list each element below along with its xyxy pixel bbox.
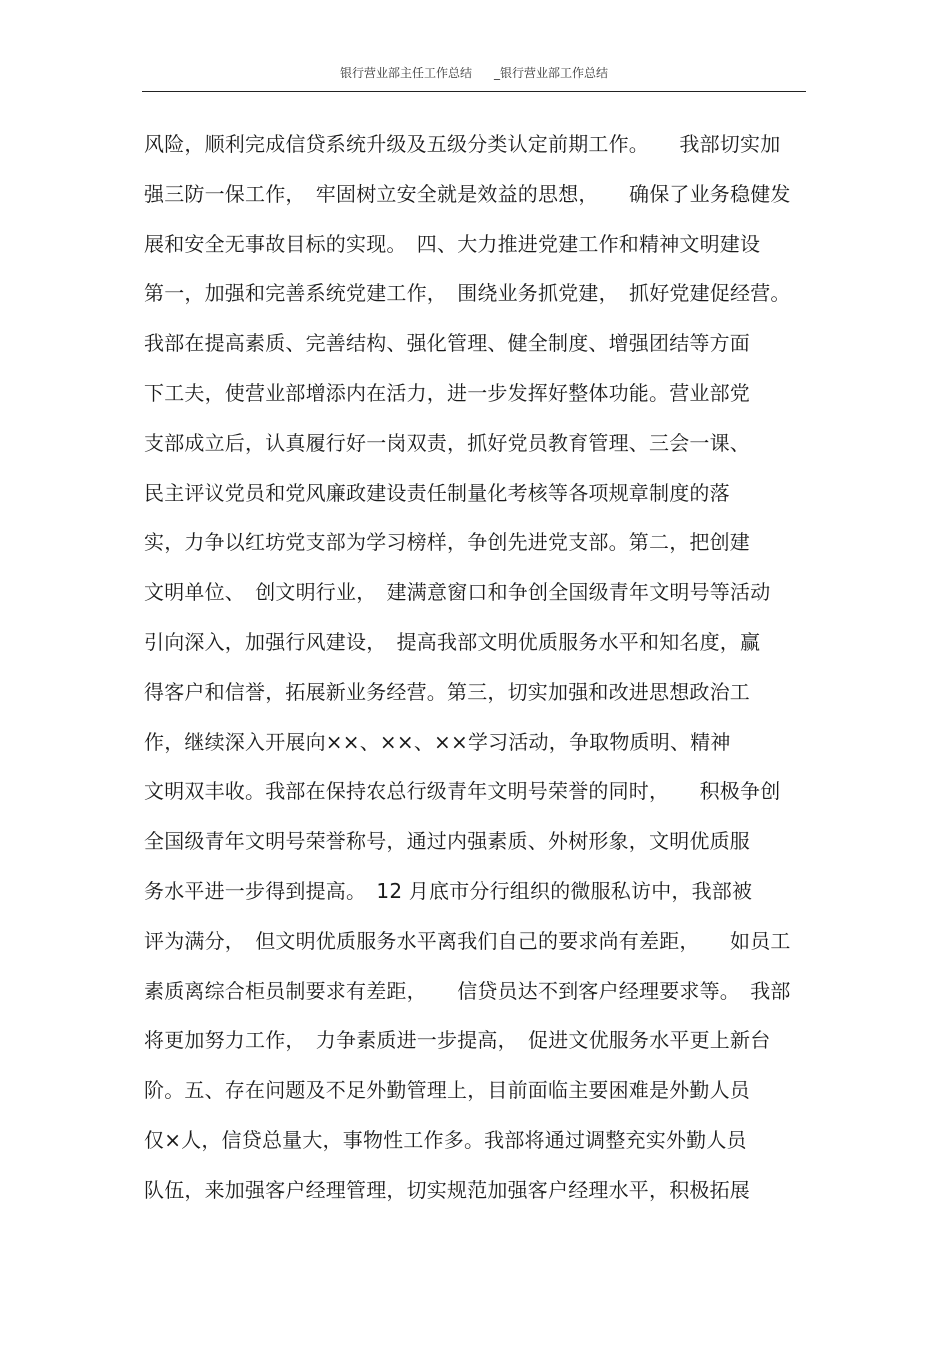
header-divider (142, 91, 806, 92)
text-line: 评为满分， 但文明优质服务水平离我们自己的要求尚有差距， 如员工 (144, 928, 791, 953)
page-header (142, 64, 806, 92)
text-line: 将更加努力工作， 力争素质进一步提高， 促进文优服务水平更上新台 (144, 1028, 771, 1053)
text-line: 引向深入，加强行风建设， 提高我部文明优质服务水平和知名度，赢 (144, 629, 761, 654)
text-line: 风险，顺利完成信贷系统升级及五级分类认定前期工作。 我部切实加 (144, 132, 781, 156)
text-line: 强三防一保工作， 牢固树立安全就是效益的思想， 确保了业务稳健发 (144, 181, 791, 206)
document-body (144, 120, 814, 1216)
header-right-title: _银行营业部工作总结 (494, 66, 609, 80)
text-line: 素质离综合柜员制要求有差距， 信贷员达不到客户经理要求等。 我部 (144, 978, 791, 1003)
text-line: 下工夫，使营业部增添内在活力，进一步发挥好整体功能。营业部党 (144, 380, 750, 405)
text-line: 队伍，来加强客户经理管理，切实规范加强客户经理水平，积极拓展 (144, 1177, 750, 1202)
header-left-title: 银行营业部主任工作总结 (339, 66, 472, 80)
text-line: 作，继续深入开展向××、××、××学习活动，争取物质明、精神 (144, 729, 731, 754)
text-line: 第一，加强和完善系统党建工作， 围绕业务抓党建， 抓好党建促经营。 (144, 281, 791, 306)
text-line: 民主评议党员和党风廉政建设责任制量化考核等各项规章制度的落 (144, 480, 730, 505)
text-line: 全国级青年文明号荣誉称号，通过内强素质、外树形象，文明优质服 (144, 829, 750, 854)
text-line: 仅×人，信贷总量大，事物性工作多。我部将通过调整充实外勤人员 (144, 1127, 747, 1152)
text-line: 文明双丰收。我部在保持农总行级青年文明号荣誉的同时， 积极争创 (144, 779, 781, 804)
text-line: 务水平进一步得到提高。 12 月底市分行组织的微服私访中，我部被 (144, 878, 753, 903)
text-line: 阶。五、存在问题及不足外勤管理上，目前面临主要困难是外勤人员 (144, 1078, 750, 1103)
text-line: 实，力争以红坊党支部为学习榜样，争创先进党支部。第二，把创建 (144, 530, 750, 555)
text-line: 支部成立后，认真履行好一岗双责，抓好党员教育管理、三会一课、 (144, 430, 750, 455)
text-line: 文明单位、 创文明行业， 建满意窗口和争创全国级青年文明号等活动 (144, 580, 771, 605)
text-line: 展和安全无事故目标的实现。 四、大力推进党建工作和精神文明建设 (144, 231, 761, 256)
text-line: 我部在提高素质、完善结构、强化管理、健全制度、增强团结等方面 (144, 331, 750, 356)
text-line: 得客户和信誉，拓展新业务经营。第三，切实加强和改进思想政治工 (144, 679, 750, 704)
